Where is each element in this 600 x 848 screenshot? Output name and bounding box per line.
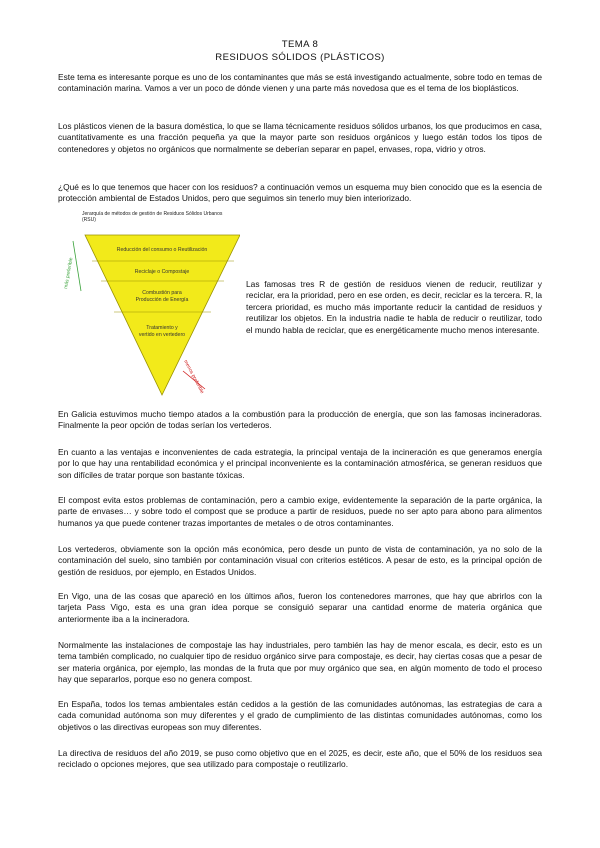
left-axis-label: más preferible [63,257,75,290]
paragraph-galicia: En Galicia estuvimos mucho tiempo atados a la combustión para la producción de energía, que son las famosas incineradoras. Finalmente la peor opción de todas serían los vertederos. [58,409,542,431]
level-landfill-wrap [138,325,186,353]
paragraph-three-r: Las famosas tres R de gestión de residuos vienen de reducir, reutilizar y reciclar, era la prioridad, pero en ese orden, es decir, reciclar es la tercera. R, la tercera prioridad, es mucho más importante reducir la cantidad de residuos y reutilizar los objetos. En la industria nadie te habla de reducir o reutilizar, todo el mundo habla de reciclar, que es energéticamente mucho menos interesante. [246,279,542,335]
paragraph-landfills: Los vertederos, obviamente son la opción más económica, pero desde un punto de vista de contaminación, ya no solo de la contaminación del suelo, sino también por contaminación visual con criterios estéticos. A pesar de esto, es la principal opción de gestión de residuos, por ejemplo, en Estados Unidos. [58,544,542,577]
pyramid-shape [85,235,240,395]
page-subtitle: RESIDUOS SÓLIDOS (PLÁSTICOS) [215,52,385,63]
paragraph-vigo: En Vigo, una de las cosas que apareció en los últimos años, fueron los contenedores marrones, que hay que abrirlos con la tarjeta Pass Vigo, esta es una gran idea porque se consiguió separar una cantidad enorme de materia orgánica que anteriormente iba a la incineradora. [58,591,542,624]
paragraph-directive: La directiva de residuos del año 2019, se puso como objetivo que en el 2025, es decir, este año, que el 50% de los residuos sea reciclado o opciones mejores, que sea utilizado para compostaje o reutilizarlo. [58,748,542,770]
paragraph-question: ¿Qué es lo que tenemos que hacer con los residuos? a continuación vemos un esquema muy bien conocido que es la esencia de protección ambiental de Estados Unidos, pero que seguimos sin tenerlo muy bien interiorizado. [58,182,542,204]
waste-hierarchy-pyramid [60,211,240,401]
level-reduce-reuse: Reducción del consumo o Reutilización [116,247,208,253]
level-combustion: Combustión para Producción de Energía [135,290,189,303]
waste-hierarchy-figure [60,211,240,401]
paragraph-plastics-origin: Los plásticos vienen de la basura doméstica, lo que se llama técnicamente residuos sólidos urbanos, los que producimos en casa, cuantitativamente es una fracción pequeña ya que la mayor parte son residuos orgánicos y luego están todos los tipos de contenedores y objetos no orgánicos que normalmente se deberían separar en papel, envases, ropa, vidrio y otros. [58,121,542,154]
level-landfill: Tratamiento y vertido en vertedero [138,325,186,338]
paragraph-spain: En España, todos los temas ambientales están cedidos a la gestión de las comunidades autónomas, las estrategias de cara a cada comunidad autónoma son muy diferentes y el grado de cumplimiento de las distintas comunidades autónomas, como los objetivos o las directivas europeas son muy diferentes. [58,699,542,732]
figure-caption: Jerarquía de métodos de gestión de Residuos Sólidos Urbanos (RSU) [82,211,223,223]
paragraph-intro: Este tema es interesante porque es uno de los contaminantes que más se está investigando actualmente, sobre todo en temas de contaminación marina. Vamos a ver un poco de dónde vienen y una parte más novedosa que es el tema de los bioplásticos. [58,72,542,94]
page-title: TEMA 8 [281,39,319,50]
paragraph-compost: El compost evita estos problemas de contaminación, pero a cambio exige, evidentemente la separación de la parte orgánica, la parte de envases… y sobre todo el compost que se produce a partir de residuos, puede no ser apto para abono para alimentos humanos ya que puede contener trazas importantes de metales o de otros contaminantes. [58,495,542,528]
level-recycle-compost: Reciclaje o Compostaje [134,269,190,275]
paragraph-incineration: En cuanto a las ventajas e inconvenientes de cada estrategia, la principal ventaja de la incineración es que generamos energía por lo que hay una rentabilidad económica y el principal inconveniente es la contaminación atmosférica, se generan residuos que son difíciles de tratar porque son bastante tóxicas. [58,447,542,480]
level-combustion-wrap [130,290,194,310]
paragraph-composting-facilities: Normalmente las instalaciones de compostaje las hay industriales, pero también las hay de menor escala, es decir, esto es un tema también complicado, no cualquier tipo de residuo orgánico sirve para compostaje, es decir, hay ciertas cosas que a pesar de ser materia orgánica, por ejemplo, las mondas de la fruta que por muy orgánico que sea, en algún momento de todo el proceso hay que separarlos, porque eso no genera compost. [58,640,542,685]
right-axis-label: menos preferible [182,359,206,395]
preference-arrow-left [73,241,81,291]
